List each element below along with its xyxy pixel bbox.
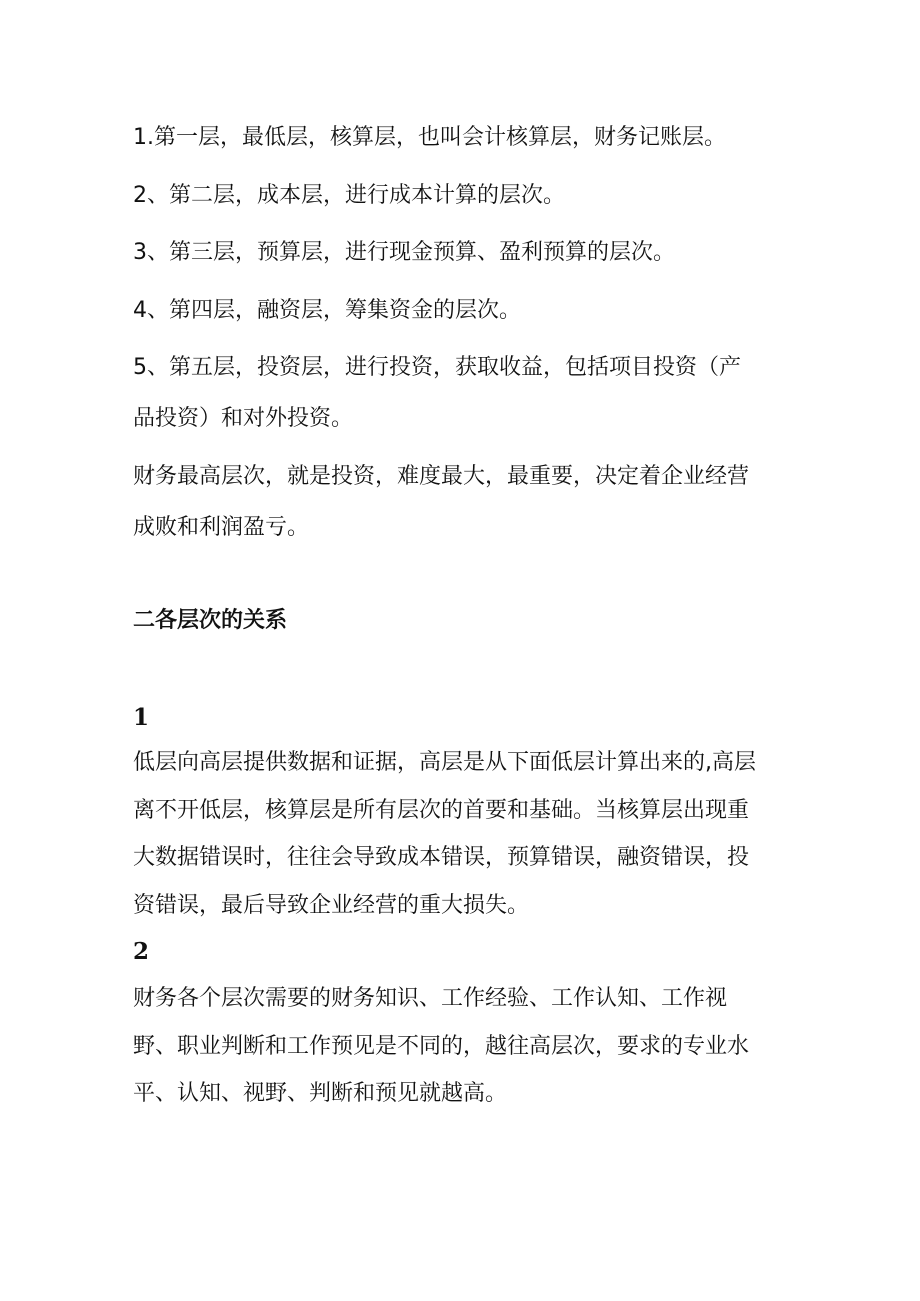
relation-1-line-2: 离不开低层，核算层是所有层次的首要和基础。当核算层出现重 [133, 797, 750, 823]
relation-2-line-3: 平、认知、视野、判断和预见就越高。 [133, 1081, 508, 1106]
relation-number-2: 2 [133, 938, 150, 965]
relation-paragraph-2 [133, 975, 793, 1118]
relation-2-line-1: 财务各个层次需要的财务知识、工作经验、工作认知、工作视 [133, 986, 728, 1011]
level-4-line: 4、第四层，融资层，筹集资金的层次。 [133, 298, 521, 323]
summary-line-2: 成败和利润盈亏。 [133, 515, 310, 540]
level-5-line-continued: 品投资）和对外投资。 [133, 406, 354, 431]
section-title: 二各层次的关系 [133, 608, 288, 633]
relation-number-1: 1 [133, 704, 150, 731]
summary-line-1: 财务最高层次，就是投资，难度最大，最重要，决定着企业经营 [133, 464, 750, 489]
relation-paragraph-1 [133, 739, 793, 929]
relation-1-line-4: 资错误，最后导致企业经营的重大损失。 [133, 892, 530, 918]
level-3-line: 3、第三层，预算层，进行现金预算、盈利预算的层次。 [133, 240, 675, 265]
relation-2-line-2: 野、职业判断和工作预见是不同的，越往高层次，要求的专业水 [133, 1033, 750, 1059]
level-1-line: 1.第一层，最低层，核算层，也叫会计核算层，财务记账层。 [133, 125, 726, 150]
relation-1-line-1: 低层向高层提供数据和证据，高层是从下面低层计算出来的,高层 [133, 750, 756, 775]
level-5-line: 5、第五层，投资层，进行投资，获取收益，包括项目投资（产 [133, 355, 741, 380]
relation-1-line-3: 大数据错误时，往往会导致成本错误，预算错误，融资错误，投 [133, 845, 750, 870]
level-2-line: 2、第二层，成本层，进行成本计算的层次。 [133, 183, 565, 208]
